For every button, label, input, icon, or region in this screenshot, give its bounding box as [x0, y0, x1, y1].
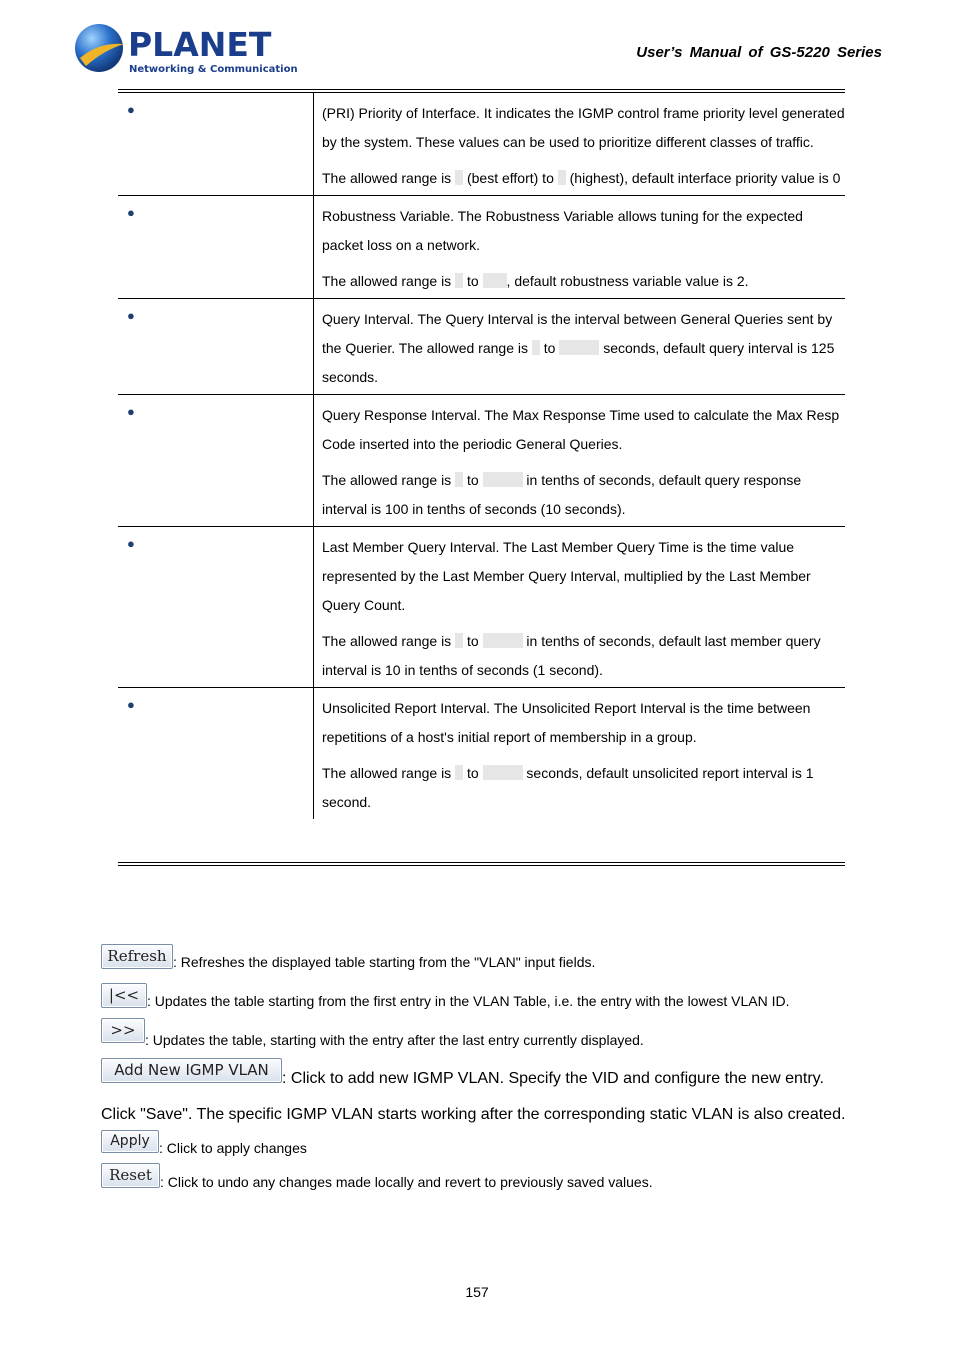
bullet-icon: ● [127, 404, 135, 419]
table-row [118, 196, 845, 299]
bullet-icon: ● [127, 536, 135, 551]
parameter-table [118, 93, 845, 819]
bullet-icon: ● [127, 308, 135, 323]
range-min-blank [455, 273, 463, 288]
param-description: (PRI) Priority of Interface. It indicates the IGMP control frame priority level generated by the system. These values can be used to prioritize different classes of traffic. The allowed range is (best effort) to (highest), default interface priority value is 0 [314, 93, 846, 196]
table-bottom-rule [118, 862, 845, 863]
param-description: Query Response Interval. The Max Response Time used to calculate the Max Resp Code inserted into the periodic General Queries. The allowed range is to in tenths of seconds, default query response interval is 100 in tenths of seconds (10 seconds). [314, 395, 846, 527]
apply-row: Apply : Click to apply changes [101, 1130, 307, 1153]
page-number: 157 [465, 1284, 489, 1300]
range-min-blank [455, 472, 463, 487]
range-line: Query Interval. The Query Interval is the interval between General Queries sent by the Querier. The allowed range is to seconds, default query interval is 125 seconds. [322, 311, 835, 385]
refresh-row: Refresh : Refreshes the displayed table starting from the "VLAN" input fields. [101, 944, 595, 969]
range-line: The allowed range is to in tenths of seconds, default query response interval is 100 in tenths of seconds (10 seconds). [322, 472, 802, 517]
range-line: The allowed range is to seconds, default unsolicited report interval is 1 second. [322, 765, 814, 810]
bullet-icon: ● [127, 697, 135, 712]
manual-title: User’s Manual of GS-5220 Series [636, 44, 882, 61]
bullet-icon: ● [127, 205, 135, 220]
planet-logo [72, 22, 298, 78]
range-min-blank [532, 340, 540, 355]
reset-button[interactable]: Reset [101, 1163, 160, 1188]
range-min-blank [455, 765, 463, 780]
next-page-row: >>: Updates the table, starting with the entry after the last entry currently displayed. [101, 1018, 644, 1043]
range-max-blank [483, 765, 523, 780]
table-row [118, 527, 845, 688]
next-page-button[interactable]: >> [101, 1018, 145, 1043]
svg-text:PLANET: PLANET [128, 25, 272, 64]
reset-row: Reset : Click to undo any changes made locally and revert to previously saved values. [101, 1163, 653, 1188]
add-new-igmp-vlan-button[interactable]: Add New IGMP VLAN [101, 1058, 282, 1083]
table-top-rule [118, 89, 845, 90]
table-row [118, 93, 845, 196]
range-line: The allowed range is to in tenths of seconds, default last member query interval is 10 in tenths of seconds (1 second). [322, 633, 821, 678]
range-max-blank [559, 340, 599, 355]
range-line: The allowed range is to , default robustness variable value is 2. [322, 273, 749, 289]
range-min-blank [455, 633, 463, 648]
table-bottom-rule [118, 865, 845, 866]
range-max-blank [483, 472, 523, 487]
range-max-blank [483, 273, 507, 288]
param-description [314, 299, 846, 395]
range-max-blank [558, 170, 566, 185]
refresh-button[interactable]: Refresh [101, 944, 173, 969]
param-description: Robustness Variable. The Robustness Variable allows tuning for the expected packet loss on a network. The allowed range is to , default robustness variable value is 2. [314, 196, 846, 299]
param-description: Last Member Query Interval. The Last Member Query Time is the time value represented by the Last Member Query Interval, multiplied by the Last Member Query Count. The allowed range is to in tenths of seconds, default last member query interval is 10 in tenths of seconds (1 second). [314, 527, 846, 688]
param-description: Unsolicited Report Interval. The Unsolicited Report Interval is the time between repetitions of a host's initial report of membership in a group. The allowed range is to seconds, default unsolicited report interval is 1 second. [314, 688, 846, 820]
table-row [118, 299, 845, 395]
first-page-row: |<< : Updates the table starting from the first entry in the VLAN Table, i.e. the entry with the lowest VLAN ID. [101, 983, 790, 1008]
bullet-icon: ● [127, 102, 135, 117]
range-line: The allowed range is (best effort) to (highest), default interface priority value is 0 [322, 170, 841, 186]
range-min-blank [455, 170, 463, 185]
table-row [118, 688, 845, 820]
table-row [118, 395, 845, 527]
range-max-blank [483, 633, 523, 648]
save-note: Click "Save". The specific IGMP VLAN starts working after the corresponding static VLAN is also created. [101, 1106, 846, 1123]
first-page-button[interactable]: |<< [101, 983, 147, 1008]
apply-button[interactable]: Apply [101, 1130, 159, 1153]
add-vlan-row: Add New IGMP VLAN : Click to add new IGMP VLAN. Specify the VID and configure the new entry. [101, 1058, 824, 1083]
svg-text:Networking & Communication: Networking & Communication [129, 64, 298, 75]
